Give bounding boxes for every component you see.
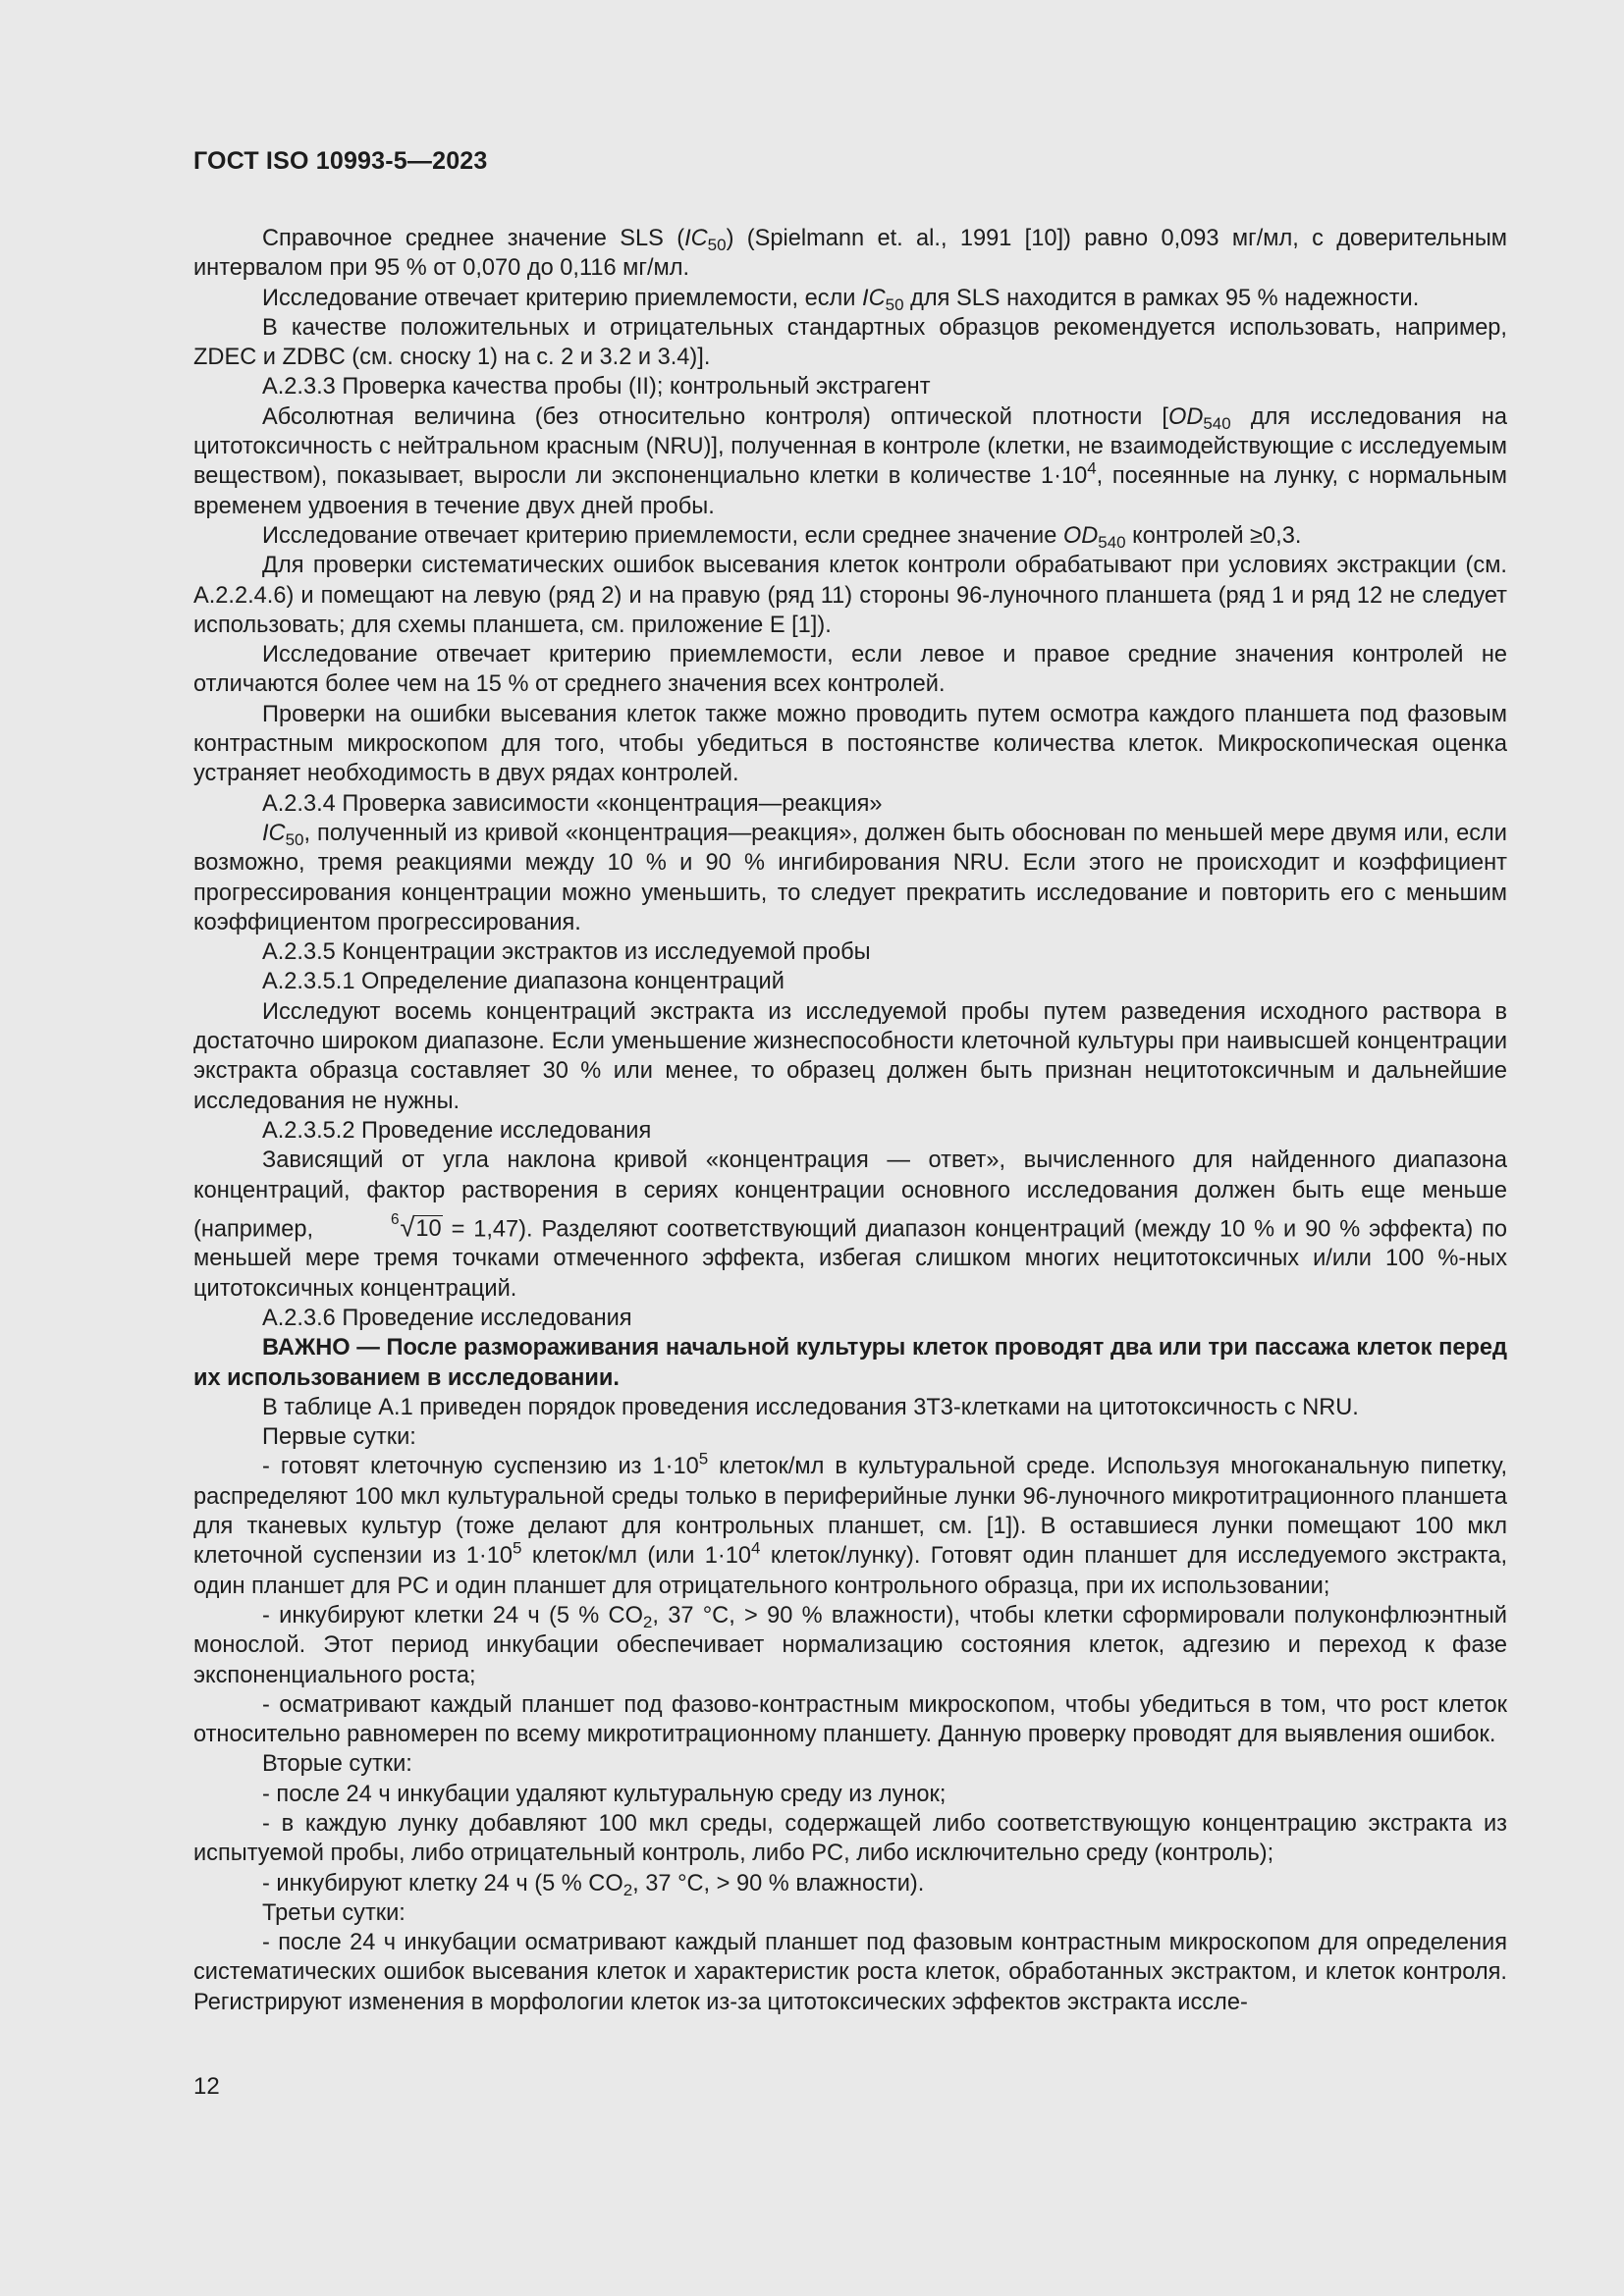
- paragraph: Справочное среднее значение SLS $(IC_{50})$ (Spielmann et. al., 1991 [10]) равно 0,093 мг/мл, с доверительным интервалом при 95 % от 0,070 до 0,116 мг/мл.: [193, 226, 1507, 282]
- day-heading: Третьи сутки:: [262, 1899, 406, 1926]
- paragraph: Проверки на ошибки высевания клеток также можно проводить путем осмотра каждого планшета под фазовым контрастным микроскопом для того, чтобы убедиться в постоянстве количества клеток. Микроскопическая оценка устраняет необходимость в двух рядах контролей.: [193, 701, 1507, 787]
- section-heading: А.2.3.3 Проверка качества пробы (II); контрольный экстрагент: [262, 374, 931, 400]
- body-text: [193, 224, 1507, 2017]
- section-heading: А.2.3.5.1 Определение диапазона концентраций: [262, 969, 785, 995]
- day-heading: Вторые сутки:: [262, 1751, 412, 1778]
- paragraph: Исследование отвечает критерию приемлемости, если левое и правое средние значения контролей не отличаются более чем на 15 % от среднего значения всех контролей.: [193, 642, 1507, 698]
- paragraph: В таблице А.1 приведен порядок проведения исследования 3Т3-клетками на цитотоксичность с NRU.: [262, 1394, 1359, 1420]
- running-header: ГОСТ ISO 10993-5—2023: [193, 147, 488, 175]
- list-item: - в каждую лунку добавляют 100 мкл среды, содержащей либо соответствующую концентрацию экстракта из испытуемой пробы, либо отрицательный контроль, либо PC, либо исключительно среду (контроль);: [193, 1811, 1507, 1867]
- paragraph: Зависящий от угла наклона кривой «концентрация — ответ», вычисленного для найденного диапазона концентраций, фактор растворения в сериях концентрации основного исследования должен быть еще меньше (например, $^6$√10 = 1,47). Разделяют соответствующий диапазон концентраций (между 10 % и 90 % эффекта) по меньшей мере тремя точками отмеченного эффекта, избегая слишком многих нецитотоксичных и/или 100 %-ных цитотоксичных концентраций.: [193, 1148, 1507, 1302]
- paragraph: В качестве положительных и отрицательных стандартных образцов рекомендуется использовать, например, ZDEC и ZDBC (см. сноску 1) на с. 2 и 3.2 и 3.4)].: [193, 314, 1507, 371]
- paragraph: Исследование отвечает критерию приемлемости, если $IC_{50}$ для SLS находится в рамках 95 % надежности.: [262, 285, 1420, 314]
- list-item: - осматривают каждый планшет под фазово-контрастным микроскопом, чтобы убедиться в том, что рост клеток относительно равномерен по всему микротитрационному планшету. Данную проверку проводят для выявления ошибок.: [193, 1691, 1507, 1748]
- day-heading: Первые сутки:: [262, 1424, 416, 1451]
- paragraph: Исследуют восемь концентраций экстракта из исследуемой пробы путем разведения исходного раствора в достаточно широком диапазоне. Если уменьшение жизнеспособности клеточной культуры при наивысшей концентрации экстракта образца составляет 30 % или менее, то образец должен быть признан нецитотоксичным и дальнейшие исследования не нужны.: [193, 998, 1507, 1114]
- important-note: ВАЖНО — После размораживания начальной культуры клеток проводят два или три пассажа клеток перед их использованием в исследовании.: [193, 1335, 1507, 1391]
- list-item: - инкубируют клетку 24 ч (5 % $CO_2$, 37 °С, > 90 % влажности).: [262, 1870, 925, 1899]
- list-item: - после 24 ч инкубации удаляют культуральную среду из лунок;: [262, 1781, 947, 1807]
- section-heading: А.2.3.4 Проверка зависимости «концентрация—реакция»: [262, 790, 883, 817]
- page-number: 12: [193, 2073, 220, 2100]
- section-heading: А.2.3.5.2 Проведение исследования: [262, 1117, 652, 1144]
- section-heading: А.2.3.5 Концентрации экстрактов из исследуемой пробы: [262, 939, 871, 966]
- sixth-root-expression: $^6$√10: [391, 1210, 442, 1243]
- list-item: - готовят клеточную суспензию из $1\cdot 10^5$ клеток/мл в культуральной среде. Используя многоканальную пипетку, распределяют 100 мкл культуральной среды только в периферийные лунки 96-луночного микротитрационного планшета для тканевых культур (тоже делают для контрольных планшет, см. [1]). В оставшиеся лунки помещают 100 мкл клеточной суспензии из $1\cdot 10^5$ клеток/мл (или $1\cdot 10^4$ клеток/лунку). Готовят один планшет для исследуемого экстракта, один планшет для PC и один планшет для отрицательного контрольного образца, при их использовании;: [193, 1450, 1508, 1599]
- list-item: - после 24 ч инкубации осматривают каждый планшет под фазовым контрастным микроскопом для определения систематических ошибок высевания клеток и характеристик роста клеток, обработанных экстрактом, и клеток контроля. Регистрируют изменения в морфологии клеток из-за цитотоксических эффектов экстракта иссле-: [193, 1930, 1507, 2015]
- list-item: - инкубируют клетки 24 ч (5 % $CO_2$, 37 °С, > 90 % влажности), чтобы клетки сформировали полуконфлюэнтный монослой. Этот период инкубации обеспечивает нормализацию состояния клеток, адгезию и переход к фазе экспоненциального роста;: [193, 1602, 1507, 1688]
- paragraph: $IC_{50}$, полученный из кривой «концентрация—реакция», должен быть обоснован по меньшей мере двумя или, если возможно, тремя реакциями между 10 % и 90 % ингибирования NRU. Если этого не происходит и коэффициент прогрессирования концентрации можно уменьшить, то следует прекратить исследование и повторить его с меньшим коэффициентом прогрессирования.: [193, 820, 1507, 935]
- section-heading: А.2.3.6 Проведение исследования: [262, 1305, 632, 1331]
- paragraph: Исследование отвечает критерию приемлемости, если среднее значение $OD_{540}$ контролей ≥0,3.: [262, 522, 1302, 553]
- paragraph: Для проверки систематических ошибок высевания клеток контроли обрабатывают при условиях экстракции (см. А.2.2.4.6) и помещают на левую (ряд 2) и на правую (ряд 11) стороны 96-луночного планшета (ряд 1 и ряд 12 не следует использовать; для схемы планшета, см. приложение Е [1]).: [193, 553, 1507, 638]
- paragraph: Абсолютная величина (без относительно контроля) оптической плотности [$OD_{540}$ для исследования на цитотоксичность с нейтральном красным (NRU)], полученная в контроле (клетки, не взаимодействующие с исследуемым веществом), показывает, выросли ли экспоненциально клетки в количестве $1\cdot 10^4$, посеянные на лунку, с нормальным временем удвоения в течение двух дней пробы.: [193, 403, 1507, 519]
